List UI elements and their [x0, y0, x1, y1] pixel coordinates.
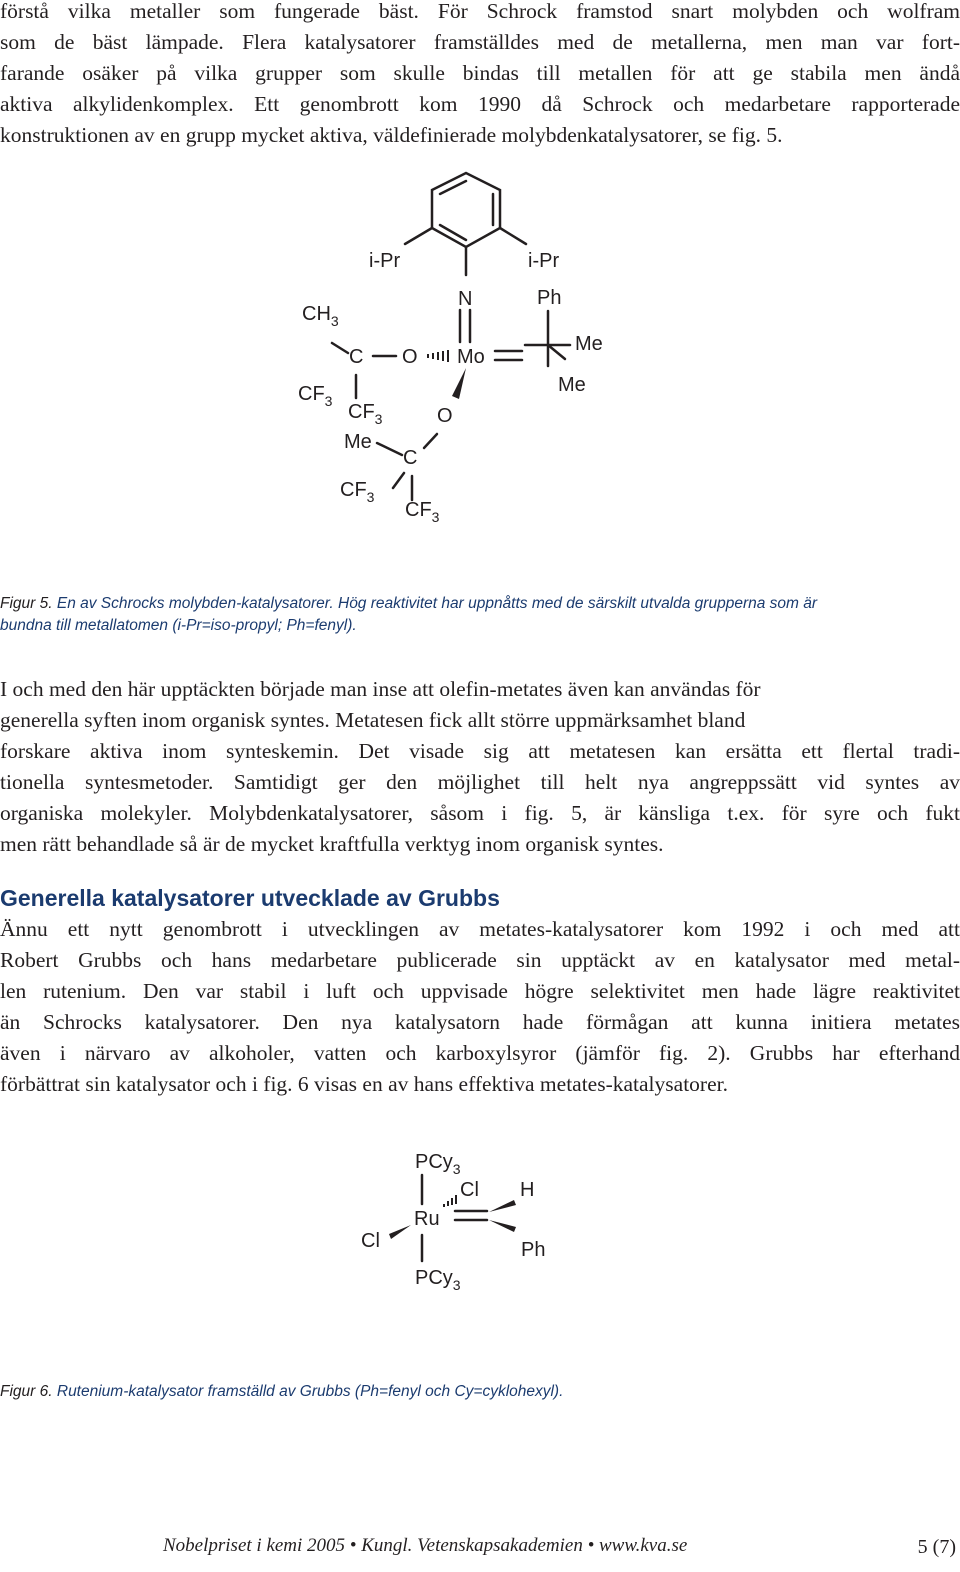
hashed-wedge-bond [428, 350, 448, 362]
caption-text: bundna till metallatomen (i-Pr=iso-propyl; Ph=fenyl). [0, 617, 357, 634]
solid-wedge-bond [489, 1200, 516, 1212]
text-line: generella syften inom organisk syntes. Metatesen fick allt större uppmärksamhet bland [0, 708, 746, 732]
text-line: som de bäst lämpade. Flera katalysatorer framställdes med de metallerna, men man var fort- [0, 30, 960, 54]
label-c-upper: C [349, 346, 364, 368]
label-pcy3-bottom: PCy$_3$ [415, 1267, 461, 1293]
page-number: 5 (7) [917, 1536, 956, 1558]
label-ch3: $CH_3$ [302, 303, 339, 329]
text-line: även i närvaro av alkoholer, vatten och karboxylsyror (jämför fig. 2). Grubbs har efterhand [0, 1041, 960, 1065]
label-cf3-c: $CF_3$ [340, 479, 375, 505]
label-ipr-left: i-Pr [369, 250, 401, 272]
label-c-lower: C [403, 447, 418, 469]
text-line: aktiva alkylidenkomplex. Ett genombrott kom 1990 då Schrock och medarbetare rapporterade [0, 92, 960, 116]
text-line: konstruktionen av en grupp mycket aktiva, väldefinierade molybdenkatalysatorer, se fig. 5. [0, 123, 783, 147]
text-line: än Schrocks katalysatorer. Den nya katalysatorn hade förmågan att kunna initiera metates [0, 1010, 960, 1034]
label-ph: Ph [537, 287, 562, 309]
figure-5-structure [0, 170, 960, 540]
caption-label: Figur 5. [0, 595, 53, 612]
solid-wedge-bond [489, 1220, 516, 1232]
section-heading: Generella katalysatorer utvecklade av Grubbs [0, 885, 500, 911]
text-line: I och med den här upptäckten började man inse att olefin-metates även kan användas för [0, 677, 761, 701]
label-ru: Ru [414, 1208, 440, 1230]
hashed-wedge-bond [444, 1195, 456, 1207]
solid-wedge-bond [389, 1225, 411, 1239]
label-cl-upper: Cl [460, 1179, 479, 1201]
label-o-lower: O [437, 405, 453, 427]
text-line: farande osäker på vilka grupper som skulle bindas till metallen för att ge stabila men ändå [0, 61, 960, 85]
figure-6-caption [0, 1381, 563, 1403]
label-ph: Ph [521, 1239, 546, 1261]
figure-6-structure [0, 1140, 960, 1300]
caption-text: Rutenium-katalysator framställd av Grubbs (Ph=fenyl och Cy=cyklohexyl). [52, 1383, 564, 1400]
figure-5-caption [0, 593, 817, 637]
text-line: Robert Grubbs och hans medarbetare publicerade sin upptäckt av en katalysator med metal- [0, 948, 960, 972]
text-line: tionella syntesmetoder. Samtidigt ger den möjlighet till helt nya angreppssätt vid syntes av [0, 770, 960, 794]
label-ipr-right: i-Pr [528, 250, 560, 272]
text-line: förstå vilka metaller som fungerade bäst. För Schrock framstod snart molybden och wolfram [0, 0, 960, 23]
label-n: N [458, 288, 473, 310]
text-line: men rätt behandlade så är de mycket kraftfulla verktyg inom organisk syntes. [0, 832, 664, 856]
bond-ring-ipr-left [405, 228, 432, 244]
label-pcy3-top: PCy$_3$ [415, 1151, 461, 1177]
text-line: len rutenium. Den var stabil i luft och uppvisade högre selektivitet men hade lägre reaktivitet [0, 979, 960, 1003]
text-line: Ännu ett nytt genombrott i utvecklingen av metates-katalysatorer kom 1992 i och med att [0, 917, 960, 941]
label-me-right-top: Me [575, 333, 603, 355]
text-line: förbättrat sin katalysator och i fig. 6 visas en av hans effektiva metates-katalysatorer. [0, 1072, 728, 1096]
solid-wedge-bond [452, 368, 466, 399]
label-cf3-b: $CF_3$ [348, 401, 383, 427]
bond-ring-ipr-right [500, 228, 526, 244]
label-h: H [520, 1179, 535, 1201]
label-o-upper: O [402, 346, 418, 368]
label-cf3-a: $CF_3$ [298, 383, 333, 409]
text-line: forskare aktiva inom synteskemin. Det visade sig att metatesen kan ersätta ett flertal tradi- [0, 739, 960, 763]
label-me-right-bottom: Me [558, 374, 586, 396]
caption-text: En av Schrocks molybden-katalysatorer. Hög reaktivitet har uppnåtts med de särskilt utvalda grupperna som är [52, 595, 818, 612]
footer-text: Nobelpriset i kemi 2005 • Kungl. Vetenskapsakademien • www.kva.se [163, 1535, 688, 1556]
intro-paragraph [0, 0, 960, 151]
benzene-ring [432, 173, 500, 247]
label-cf3-d: $CF_3$ [405, 499, 440, 525]
label-me-lower: Me [344, 431, 372, 453]
body-paragraph-2 [0, 674, 960, 860]
caption-label: Figur 6. [0, 1383, 53, 1400]
label-cl-left: Cl [361, 1230, 380, 1252]
body-paragraph-3 [0, 914, 960, 1100]
text-line: organiska molekyler. Molybdenkatalysatorer, såsom i fig. 5, är känsliga t.ex. för syre och fukt [0, 801, 960, 825]
label-mo: Mo [457, 346, 485, 368]
